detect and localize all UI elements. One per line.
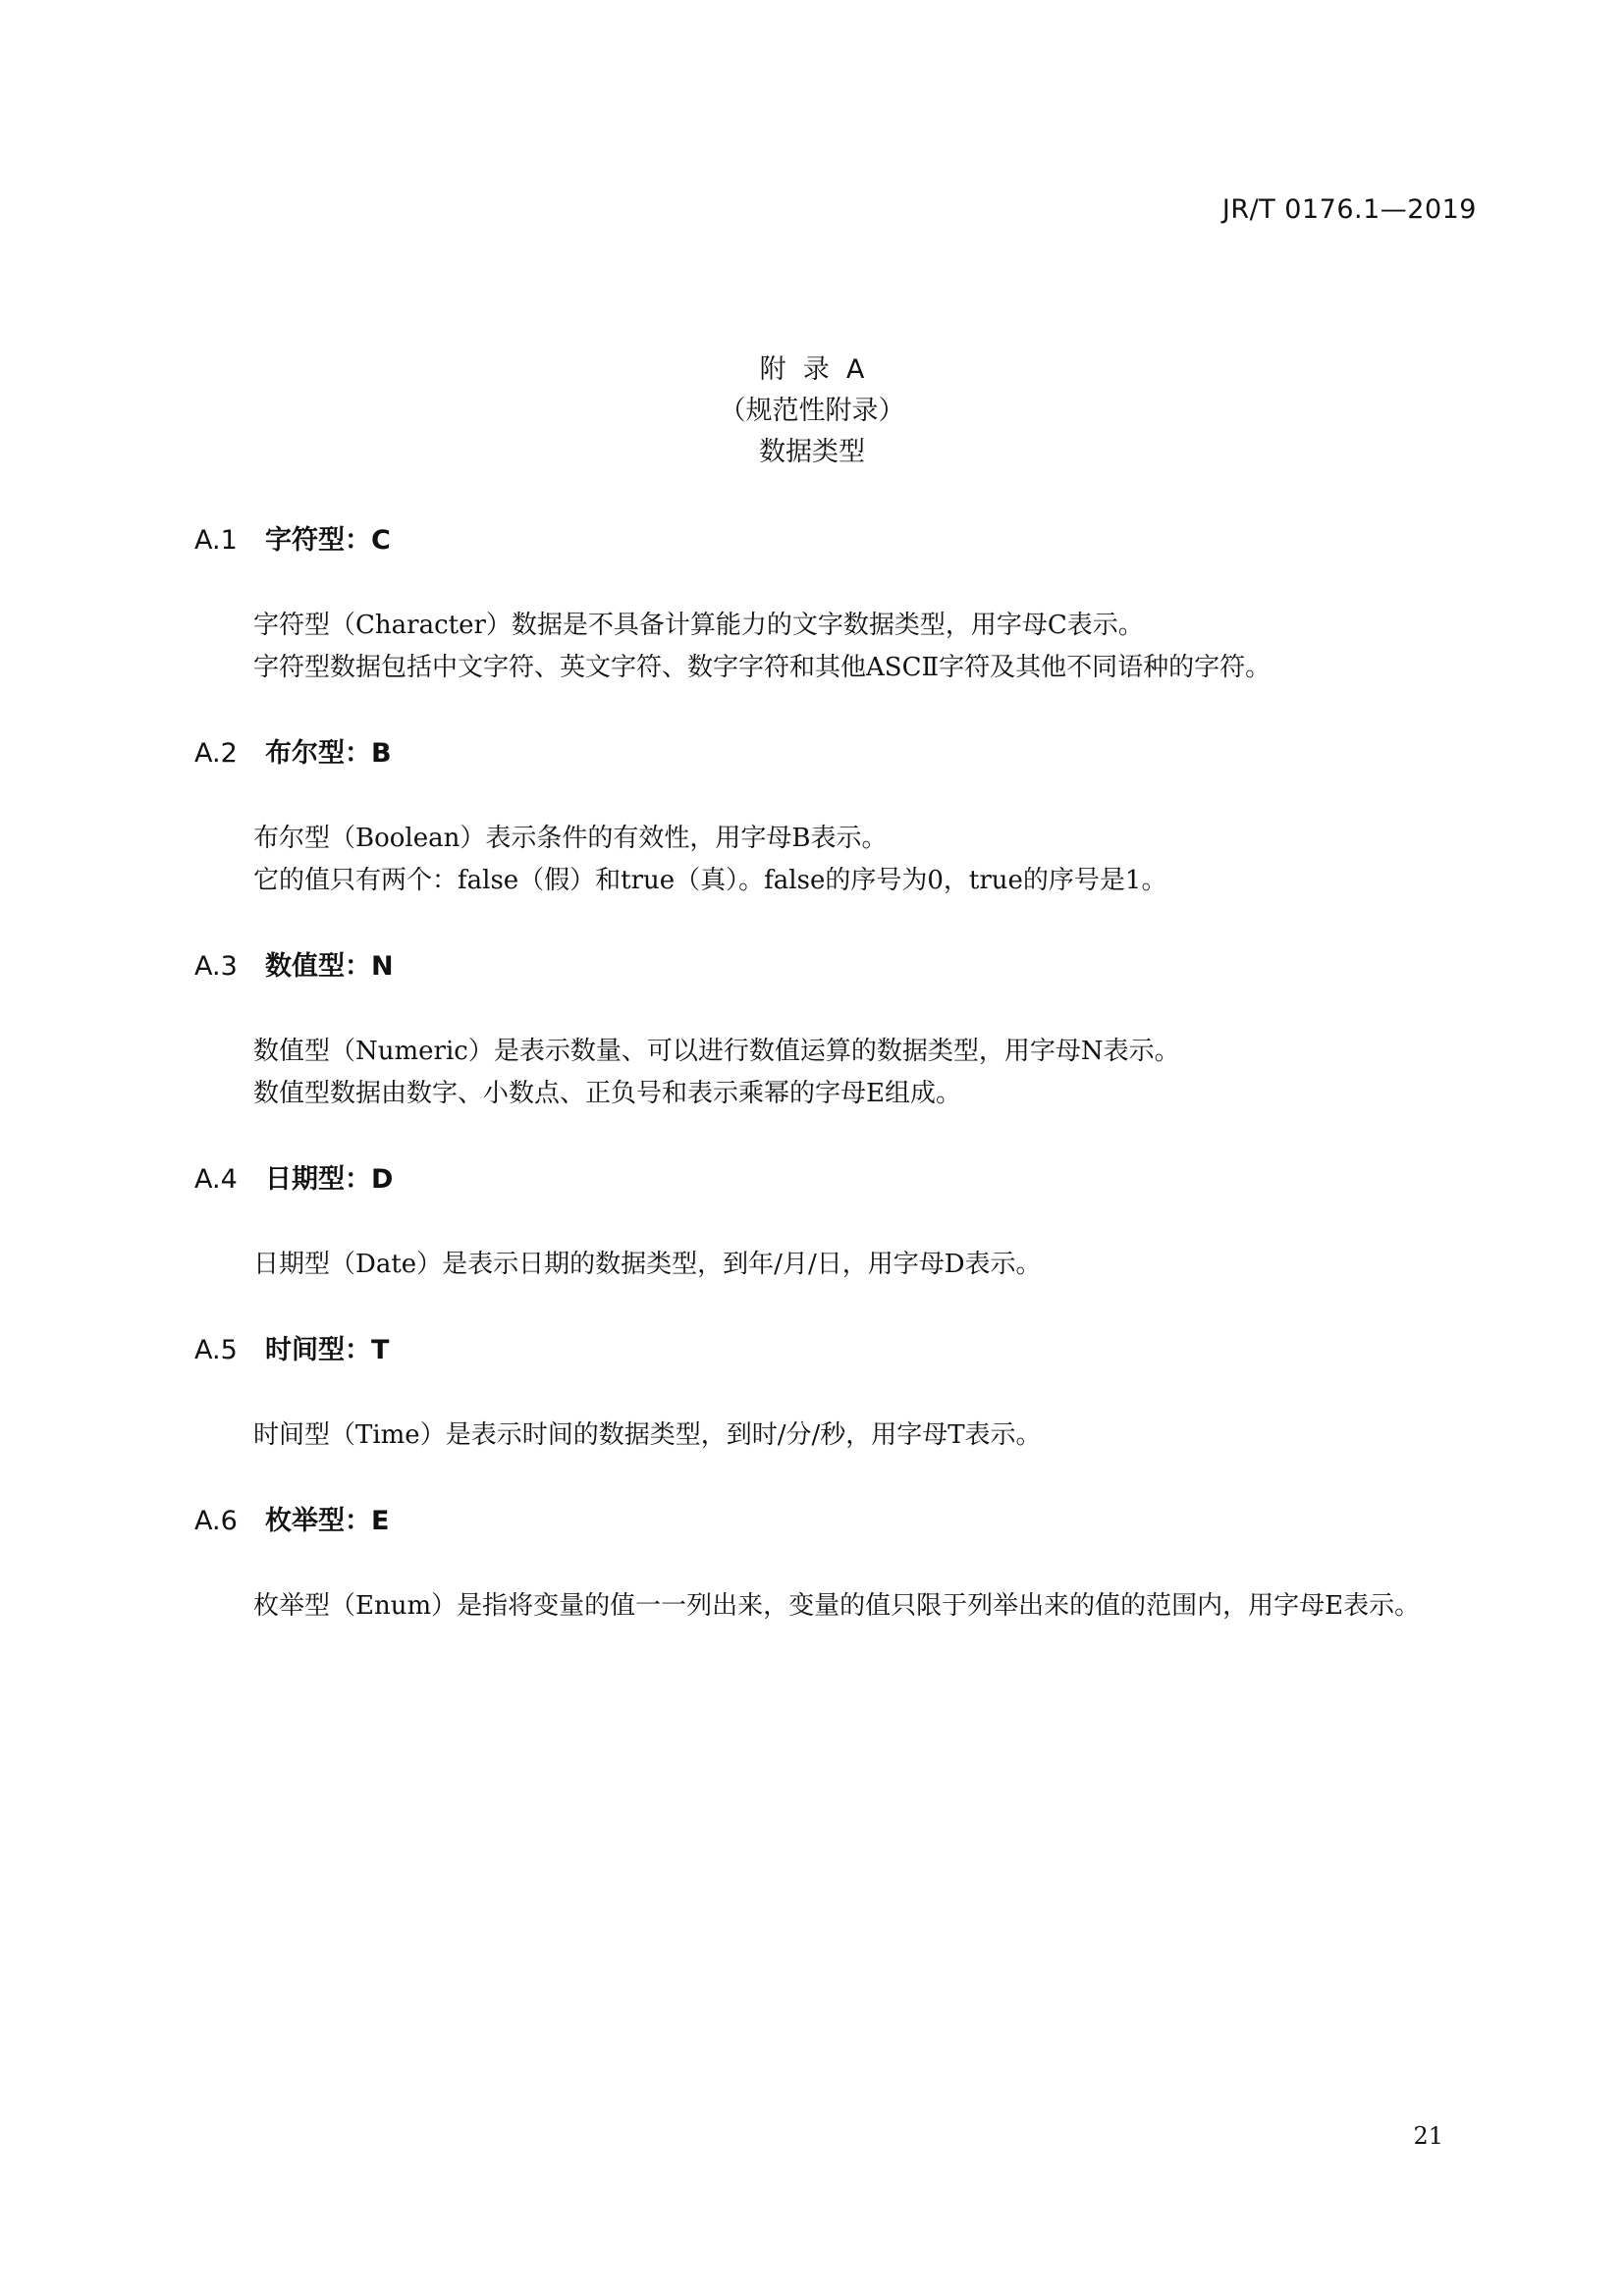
section-title: 数值型：N <box>265 951 394 982</box>
section-a2 <box>194 733 1477 902</box>
section-heading <box>194 1501 1477 1542</box>
section-title: 时间型：T <box>265 1335 390 1365</box>
section-a3 <box>194 946 1477 1115</box>
paragraph: 时间型（Time）是表示时间的数据类型，到时/分/秒，用字母T表示。 <box>253 1420 1042 1450</box>
section-title: 日期型：D <box>265 1164 394 1195</box>
paragraph: 布尔型（Boolean）表示条件的有效性，用字母B表示。 <box>253 824 888 853</box>
section-a4 <box>194 1159 1477 1286</box>
appendix-title: 附 录 A <box>759 354 865 385</box>
section-a5 <box>194 1330 1477 1457</box>
paragraph: 字符型数据包括中文字符、英文字符、数字字符和其他ASCⅡ字符及其他不同语种的字符。 <box>253 653 1272 682</box>
section-number: A.1 <box>194 525 238 556</box>
section-number: A.4 <box>194 1164 238 1195</box>
section-title: 枚举型：E <box>265 1506 390 1536</box>
section-paragraphs <box>194 1031 1477 1115</box>
section-heading <box>194 1159 1477 1201</box>
appendix-name: 数据类型 <box>759 437 865 467</box>
section-paragraphs <box>194 818 1477 902</box>
section-number: A.5 <box>194 1335 238 1365</box>
section-paragraphs <box>194 1415 1477 1457</box>
paragraph: 枚举型（Enum）是指将变量的值一一列出来，变量的值只限于列举出来的值的范围内，用字母E表示。 <box>253 1591 1421 1621</box>
section-heading <box>194 1330 1477 1371</box>
section-heading <box>194 520 1477 561</box>
section-title: 字符型：C <box>265 525 391 556</box>
appendix-body <box>194 520 1477 1672</box>
section-number: A.3 <box>194 951 238 982</box>
section-number: A.6 <box>194 1506 238 1536</box>
section-paragraphs <box>194 1244 1477 1286</box>
section-paragraphs <box>194 1585 1477 1628</box>
paragraph: 字符型（Character）数据是不具备计算能力的文字数据类型，用字母C表示。 <box>253 611 1144 640</box>
section-paragraphs <box>194 605 1477 689</box>
section-heading <box>194 733 1477 774</box>
appendix-heading <box>0 349 1624 473</box>
section-title: 布尔型：B <box>265 738 392 769</box>
appendix-nature: （规范性附录） <box>719 396 905 426</box>
section-a6 <box>194 1501 1477 1628</box>
section-number: A.2 <box>194 738 238 769</box>
paragraph: 日期型（Date）是表示日期的数据类型，到年/月/日，用字母D表示。 <box>253 1250 1042 1279</box>
paragraph: 它的值只有两个：false（假）和true（真）。false的序号为0，true的序号是1。 <box>253 866 1167 895</box>
section-heading <box>194 946 1477 988</box>
page-number: 21 <box>1413 2122 1443 2150</box>
paragraph: 数值型（Numeric）是表示数量、可以进行数值运算的数据类型，用字母N表示。 <box>253 1037 1180 1066</box>
paragraph: 数值型数据由数字、小数点、正负号和表示乘幂的字母E组成。 <box>253 1079 961 1108</box>
standard-code: JR/T 0176.1—2019 <box>1221 194 1477 225</box>
section-a1 <box>194 520 1477 689</box>
